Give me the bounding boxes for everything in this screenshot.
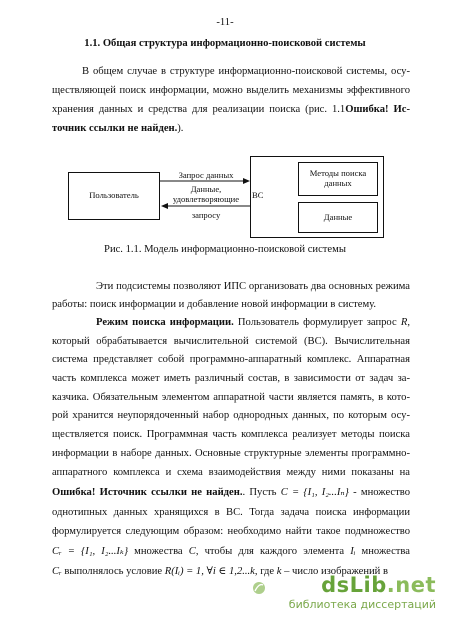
user-box-label: Пользователь [89,190,139,200]
reference-error: Ошибка! Ис- [345,104,410,115]
response-label-1: Данные, [190,184,222,194]
paragraph-3-line-12: формулируется следующим образом: необходимо найти такое подмножество [52,526,410,537]
set-formula: C = {I₁, I₂...Iₙ} [280,487,349,498]
paragraph-3-text-8: , где [254,566,277,577]
paragraph-3-line-1 [96,316,410,329]
paragraph-2-line-2: работы: поиск информации и добавление новой информации в систему. [52,299,377,310]
paragraph-3-text-2: . Пусть [242,487,281,498]
paragraph-3-line-11: однотипных данных хранящихся в ВС. Тогда задача поиска информации [52,507,410,518]
paragraph-3-text-5: , чтобы для каждого элемента [195,546,351,557]
leaf-icon [252,581,266,595]
methods-box-label-2: данных [324,178,352,188]
paragraph-3-text-6: множества [355,546,410,557]
paragraph-1-text: хранения данных и средства для реализации поиска (рис. 1.1 [52,104,346,115]
count-symbol: k [276,566,282,577]
reference-error-2: Ошибка! Источник ссылки не найден. [52,487,243,498]
methods-box-label-1: Методы поиска [309,168,367,178]
paragraph-3-text-9: – число изображений в [281,566,388,577]
paragraph-3-line-7: ществляется поиск. Программная часть комплекса реализует методы поиска [52,429,410,440]
element-symbol: Iᵢ [350,546,356,557]
paragraph-3-text-7: выполнялось условие [61,566,165,577]
dslib-watermark [252,573,442,613]
paragraph-3-line-13 [52,545,410,558]
paragraph-1-line-1: В общем случае в структуре информационно-поисковой системы, осу- [82,66,410,77]
request-label: Запрос данных [178,170,234,180]
paragraph-3-line-8: информации в наборе данных. Основные структурные элементы программно- [52,448,410,459]
query-symbol: R [400,317,408,328]
paragraph-1-line-4 [52,122,183,135]
paragraph-1-line-3 [52,103,410,116]
subset-formula: Cᵣ = {I₁, I₂...Iₖ} [52,546,129,557]
paragraph-3-line-9: аппаратного комплекса и схема взаимодействия между ними показаны на [52,467,410,478]
subset-symbol: Cᵣ [52,566,62,577]
paragraph-1-end: ). [177,123,184,134]
response-label-2: удовлетворяющие [172,194,240,204]
watermark-subtitle: библиотека диссертаций [288,598,436,611]
section-heading: 1.1. Общая структура информационно-поисковой системы [84,38,366,49]
paragraph-3-text-3: - множество [348,487,410,498]
paragraph-2-line-1: Эти подсистемы позволяют ИПС организовать два основных режима [96,281,410,292]
paragraph-3-line-6: рой хранится неупорядоченный набор однородных данных, по которым осу- [52,410,410,421]
system-label: ВС [252,190,264,200]
paragraph-3-text-4: множества [128,546,189,557]
paragraph-3-line-4: часть комплекса может иметь различный состав, в зависимости от задач за- [52,373,410,384]
response-label-3: запросу [191,210,221,220]
mode-heading: Режим поиска информации. [96,317,234,328]
paragraph-3-comma: , [407,317,410,328]
paragraph-3-text: Пользователь формулирует запрос [233,317,401,328]
paragraph-3-line-3: система представляет собой программно-аппаратный комплекс. Аппаратная [52,354,410,365]
data-box-label: Данные [323,212,353,222]
watermark-logo: dsLib.net [321,573,436,597]
page-number: -11- [216,17,234,28]
paragraph-3-line-5: казчика. Обязательным элементом аппаратной части является память, в кото- [52,392,410,403]
set-symbol: C [188,546,196,557]
condition-formula: R(Iᵢ) = 1, ∀i ∈ 1,2...k [164,566,255,577]
paragraph-3-line-2: который обрабатывается вычислительной системой (ВС). Вычислительная [52,336,410,347]
paragraph-1-line-2: ществляющей поиск информации, можно выделить механизмы эффективного [52,85,410,96]
reference-error-cont: точник ссылки не найден. [52,123,178,134]
paragraph-3-line-10 [52,486,410,499]
system-diagram [40,150,420,250]
figure-caption: Рис. 1.1. Модель информационно-поисковой системы [104,244,346,255]
